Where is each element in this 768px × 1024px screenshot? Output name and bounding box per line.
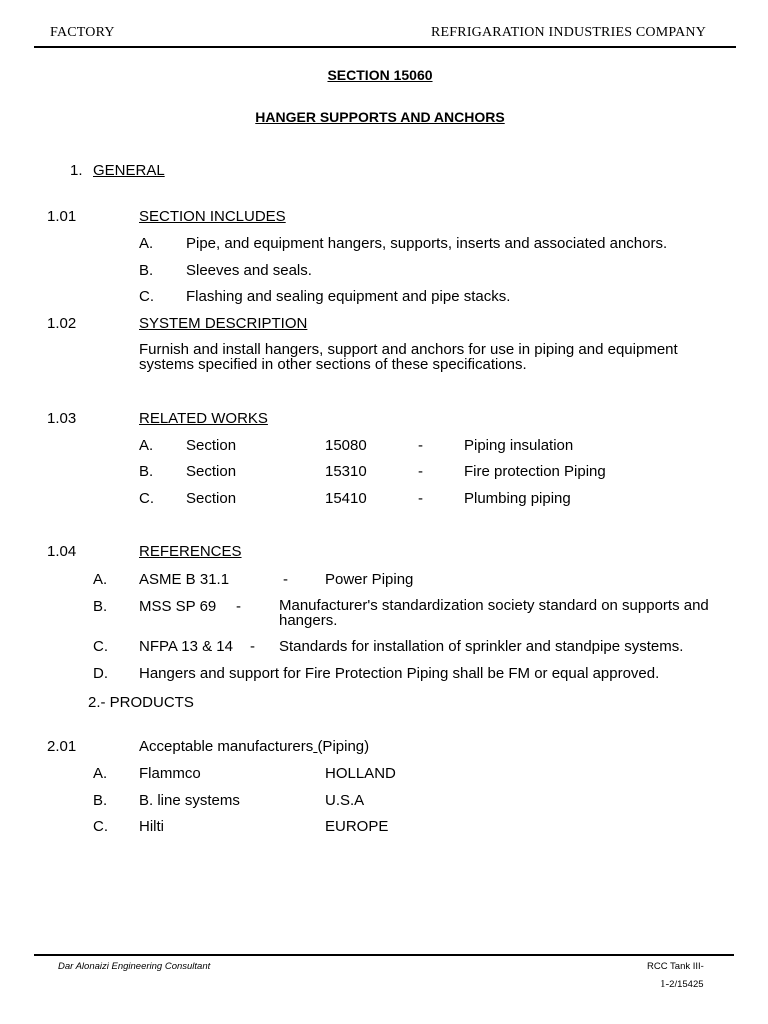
footer-rule <box>34 954 734 956</box>
s103-heading: RELATED WORKS <box>139 410 268 427</box>
footer-page-a: 1- <box>660 978 670 990</box>
s103-item-a-dash: - <box>418 437 423 454</box>
s103-item-b-dash: - <box>418 463 423 480</box>
s201-heading-main: Acceptable manufacturers <box>139 738 314 755</box>
s103-item-a-code: 15080 <box>325 437 367 454</box>
s104-item-b-dash: - <box>236 598 241 615</box>
s103-item-b-code: 15310 <box>325 463 367 480</box>
s104-item-a-letter: A. <box>93 571 108 588</box>
s103-item-a-letter: A. <box>139 437 154 454</box>
s104-heading: REFERENCES <box>139 543 242 560</box>
s104-item-c-desc: Standards for installation of sprinkler and standpipe systems. <box>279 638 684 655</box>
section-subtitle: HANGER SUPPORTS AND ANCHORS <box>255 109 505 125</box>
s103-item-b-letter: B. <box>139 463 154 480</box>
s103-number: 1.03 <box>47 410 77 427</box>
s101-item-b-letter: B. <box>139 262 154 279</box>
s102-heading: SYSTEM DESCRIPTION <box>139 315 308 332</box>
s101-item-c-text: Flashing and sealing equipment and pipe stacks. <box>186 288 511 305</box>
footer-page-b: 2/15425 <box>669 979 704 990</box>
s201-item-c-country: EUROPE <box>325 818 389 835</box>
s101-item-b-text: Sleeves and seals. <box>186 262 312 279</box>
s103-item-c-desc: Plumbing piping <box>464 490 571 507</box>
s104-item-c-dash: - <box>250 638 255 655</box>
s104-item-a-dash: - <box>283 571 288 588</box>
part1-number: 1. <box>70 162 83 179</box>
header-left: FACTORY <box>50 25 115 40</box>
s101-item-c-letter: C. <box>139 288 154 305</box>
s104-item-a-desc: Power Piping <box>325 571 414 588</box>
s201-heading-tail: (Piping) <box>317 738 370 755</box>
section-title: SECTION 15060 <box>327 67 433 83</box>
part2-label: 2.- PRODUCTS <box>88 694 194 711</box>
s104-item-c-ref: NFPA 13 & 14 <box>139 638 233 655</box>
s104-item-d-letter: D. <box>93 665 108 682</box>
s201-item-a-country: HOLLAND <box>325 765 396 782</box>
s104-number: 1.04 <box>47 543 77 560</box>
s103-item-c-dash: - <box>418 490 423 507</box>
s103-item-c-word: Section <box>186 490 237 507</box>
footer-left: Dar Alonaizi Engineering Consultant <box>58 961 211 972</box>
s104-item-b-desc: Manufacturer's standardization society standard on supports and hangers. <box>279 597 709 629</box>
s103-item-b-word: Section <box>186 463 237 480</box>
footer-page-number <box>660 974 704 992</box>
s103-item-a-desc: Piping insulation <box>464 437 574 454</box>
s104-item-c-letter: C. <box>93 638 108 655</box>
s103-item-c-letter: C. <box>139 490 154 507</box>
s201-heading <box>139 738 369 755</box>
s104-item-b-ref: MSS SP 69 <box>139 598 217 615</box>
s201-number: 2.01 <box>47 738 77 755</box>
s101-number: 1.01 <box>47 208 77 225</box>
s201-item-b-letter: B. <box>93 792 108 809</box>
s101-item-a-letter: A. <box>139 235 154 252</box>
s104-item-d-text: Hangers and support for Fire Protection Piping shall be FM or equal approved. <box>139 665 660 682</box>
s103-item-c-code: 15410 <box>325 490 367 507</box>
s102-number: 1.02 <box>47 315 77 332</box>
s201-item-c-name: Hilti <box>139 818 164 835</box>
header-right: REFRIGARATION INDUSTRIES COMPANY <box>431 25 707 40</box>
part1-label: GENERAL <box>93 162 165 179</box>
s103-item-b-desc: Fire protection Piping <box>464 463 606 480</box>
s104-item-a-ref: ASME B 31.1 <box>139 571 230 588</box>
s201-item-a-name: Flammco <box>139 765 201 782</box>
s201-item-a-letter: A. <box>93 765 108 782</box>
s101-heading: SECTION INCLUDES <box>139 208 286 225</box>
footer-right-top: RCC Tank III- <box>647 961 704 972</box>
s201-item-b-country: U.S.A <box>325 792 365 809</box>
s201-item-b-name: B. line systems <box>139 792 240 809</box>
s101-item-a-text: Pipe, and equipment hangers, supports, inserts and associated anchors. <box>186 235 668 252</box>
s102-text: Furnish and install hangers, support and anchors for use in piping and equipment systems specified in other sections of these specifications. <box>139 341 678 373</box>
s201-item-c-letter: C. <box>93 818 108 835</box>
s103-item-a-word: Section <box>186 437 237 454</box>
header-rule <box>34 46 736 48</box>
s104-item-b-letter: B. <box>93 598 108 615</box>
